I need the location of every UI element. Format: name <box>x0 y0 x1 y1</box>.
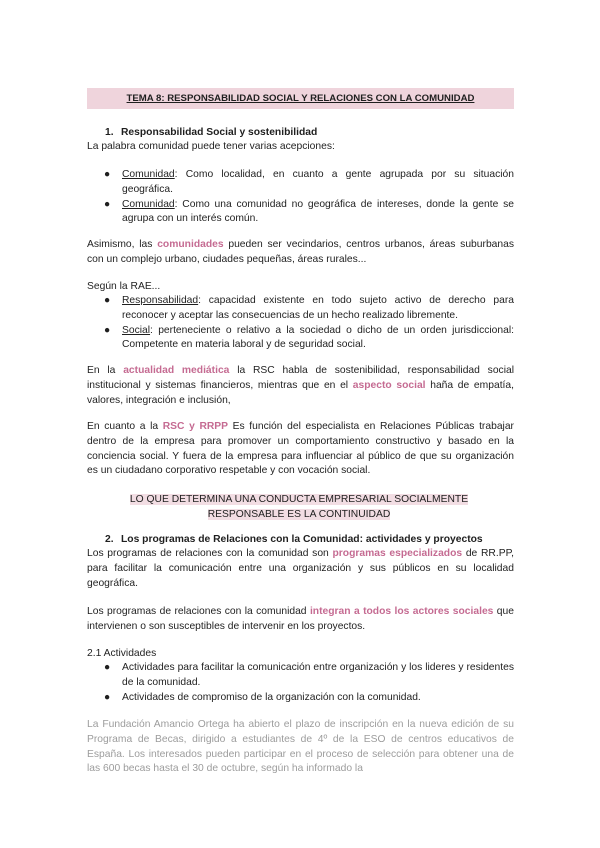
actores-paragraph <box>87 605 514 635</box>
text-run: Los programas de relaciones con la comunidad <box>87 606 310 617</box>
section2-number: 2. <box>105 534 114 545</box>
rae-intro: Según la RAE... <box>87 281 161 292</box>
list-item <box>104 691 514 706</box>
text-run: En cuanto a la <box>87 421 163 432</box>
highlight-term: integran a todos los actores sociales <box>309 606 494 617</box>
bullet-icon: ● <box>104 691 111 703</box>
section2-title: Los programas de Relaciones con la Comunidad: actividades y proyectos <box>121 534 483 545</box>
list-item <box>104 661 514 691</box>
list-item <box>104 294 514 324</box>
text-run: haña de empatía, valores, integración e inclusión, <box>87 379 514 406</box>
text-run: la RSC habla de sostenibilidad, responsabilidad social institucional y sistemas financieros, mientras que en el <box>87 365 514 391</box>
bullet-text: : capacidad existente en todo sujeto activo de derecho para reconocer y aceptar las consecuencias de un hecho realizado libremente. <box>122 295 514 321</box>
bullet-text: Actividades de compromiso de la organización con la comunidad. <box>122 691 421 703</box>
callout-line-1: LO QUE DETERMINA UNA CONDUCTA EMPRESARIAL SOCIALMENTE <box>129 494 469 505</box>
list-item <box>104 324 514 354</box>
section1-heading <box>105 126 317 140</box>
callout-line-2: RESPONSABLE ES LA CONTINUIDAD <box>207 509 391 520</box>
list-item <box>104 168 514 198</box>
bullet-text: : Como localidad, en cuanto a gente agrupada por su situación geográfica. <box>122 169 514 195</box>
highlight-term: RSC y RRPP <box>162 421 229 432</box>
text-run: Asimismo, las <box>87 239 158 250</box>
comunidades-paragraph <box>87 238 514 268</box>
news-quote: La Fundación Amancio Ortega ha abierto el plazo de inscripción en la nueva edición de su Programa de Becas, dirigido a estudiantes de 4º de la ESO de centros educativos de España. Los interesados pueden participar en el proceso de selección para obtener una de las 600 becas hasta el 30 de octubre, según ha informado la <box>87 719 514 775</box>
text-run: de RR.PP, para facilitar la comunicación entre una organización y sus públicos en su localidad geográfica. <box>87 548 514 589</box>
bullet-text: Actividades para facilitar la comunicación entre organización y los lideres y residentes de la comunidad. <box>122 662 514 688</box>
section1-intro: La palabra comunidad puede tener varias acepciones: <box>87 141 335 152</box>
highlight-term: programas especializados <box>332 548 463 559</box>
highlight-term: actualidad mediática <box>123 365 230 376</box>
rae-list <box>104 294 514 353</box>
bullet-icon: ● <box>104 169 111 180</box>
highlight-term: aspecto social <box>352 379 426 391</box>
acepciones-list <box>104 168 514 227</box>
section1-number: 1. <box>105 127 114 138</box>
bullet-term: Social <box>122 324 151 336</box>
section2-heading <box>105 533 483 547</box>
bullet-icon: ● <box>104 198 111 210</box>
programas-paragraph <box>87 547 514 591</box>
page-title: TEMA 8: RESPONSABILIDAD SOCIAL Y RELACIONES CON LA COMUNIDAD <box>87 88 514 109</box>
bullet-term: Comunidad <box>122 198 175 210</box>
list-item <box>104 198 514 228</box>
bullet-term: Responsabilidad <box>122 295 199 306</box>
text-run: que intervienen o son susceptibles de intervenir en los proyectos. <box>87 606 514 632</box>
actualidad-paragraph <box>87 364 514 408</box>
highlight-term: comunidades <box>157 239 224 250</box>
bullet-icon: ● <box>104 324 111 336</box>
section1-title: Responsabilidad Social y sostenibilidad <box>121 127 318 138</box>
bullet-icon: ● <box>104 295 111 306</box>
subsection-heading: 2.1 Actividades <box>87 648 157 659</box>
bullet-text: : perteneciente o relativo a la sociedad o dicho de un orden jurisdiccional: Competente en materia laboral y de seguridad social. <box>122 324 514 351</box>
bullet-icon: ● <box>104 662 111 673</box>
rsc-rrpp-paragraph <box>87 420 514 479</box>
text-run: Es función del especialista en Relaciones Públicas trabajar dentro de la empresa para promover un comportamiento constructivo y basado en la conciencia social. Y fuera de la empresa para influenciar al público de que su organización es un ciudadano corporativo respetable y con vocación social. <box>87 421 514 477</box>
activities-list <box>104 661 514 705</box>
text-run: Los programas de relaciones con la comunidad son <box>87 548 333 559</box>
bullet-text: : Como una comunidad no geográfica de intereses, donde la gente se agrupa con un interés común. <box>122 198 514 225</box>
bullet-term: Comunidad <box>122 169 175 180</box>
text-run: En la <box>87 365 124 376</box>
callout <box>120 492 478 522</box>
text-run: pueden ser vecindarios, centros urbanos, áreas suburbanas con un complejo urbano, ciudades pequeñas, áreas rurales... <box>87 239 514 265</box>
